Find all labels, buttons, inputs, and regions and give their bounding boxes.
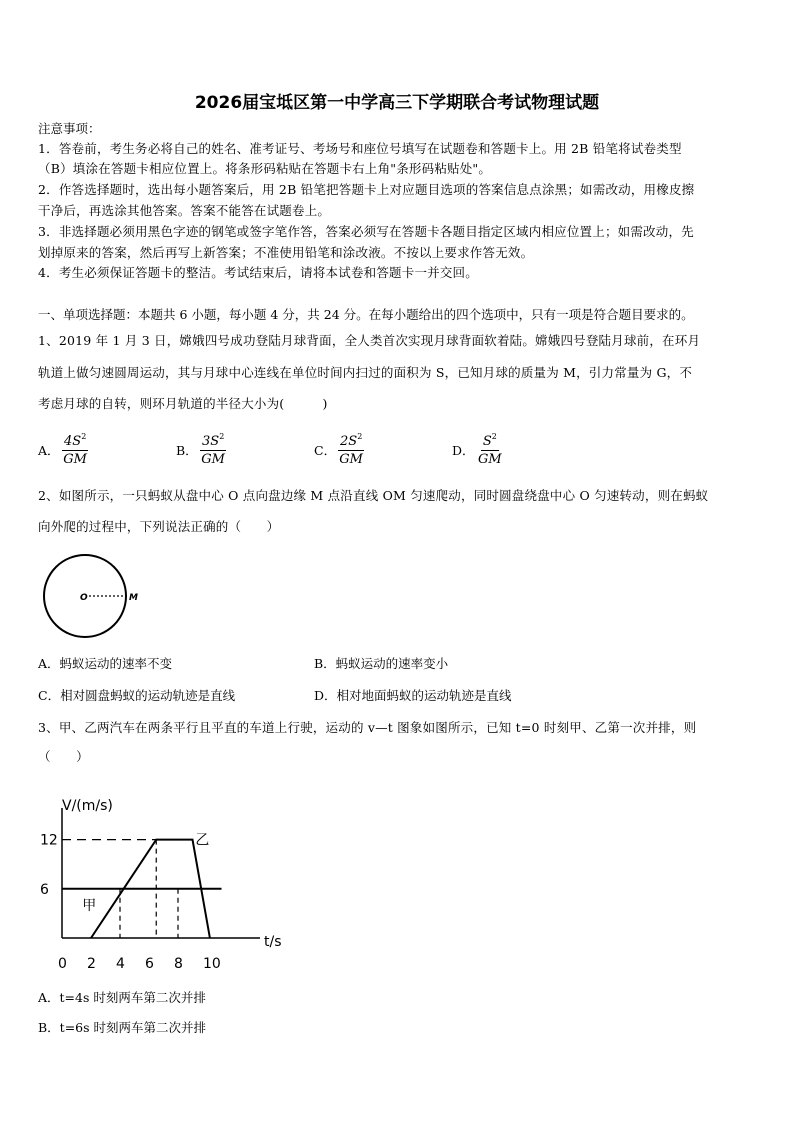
q3-stem: （ ）: [38, 749, 89, 764]
q1-stem: 考虑月球的自转，则环月轨道的半径大小为( ): [38, 396, 328, 411]
q1-option-c-label: C．: [314, 443, 337, 458]
notice-line: 划掉原来的答案，然后再写上新答案；不准使用铅笔和涂改液。不按以上要求作答无效。: [38, 245, 534, 260]
y-tick-label: 6: [40, 881, 49, 898]
q1-option-b-label: B．: [176, 443, 198, 458]
series-yi-label: 乙: [195, 832, 210, 849]
notice-line: 3．非选择题必须用黑色字迹的钢笔或签字笔作答，答案必须写在答题卡各题目指定区域内相应位置上；如需改动，先: [38, 224, 694, 239]
q1-option-a: $\frac{4S^2}{GM}$: [63, 432, 87, 467]
q1-option-a-label: A．: [38, 443, 60, 458]
notice-line: 干净后，再选涂其他答案。答案不能答在试题卷上。: [38, 203, 331, 218]
q1-stem: 轨道上做匀速圆周运动，其与月球中心连线在单位时间内扫过的面积为 S，已知月球的质量为 M，引力常量为 G，不: [38, 365, 693, 380]
q2-disk-figure: [36, 552, 146, 642]
q1-option-c: $\frac{2S^2}{GM}$: [339, 432, 363, 467]
exam-title: 2026届宝坻区第一中学高三下学期联合考试物理试题: [194, 93, 600, 113]
q1-stem: 1、2019 年 1 月 3 日，嫦娥四号成功登陆月球背面，全人类首次实现月球背面软着陆。嫦娥四号登陆月球前，在环月: [38, 333, 701, 348]
q2-option-a: A．蚂蚁运动的速率不变: [38, 656, 173, 671]
q2-option-d: D．相对地面蚂蚁的运动轨迹是直线: [314, 688, 512, 703]
q2-option-b: B．蚂蚁运动的速率变小: [314, 656, 449, 671]
x-tick-label: 8: [174, 956, 183, 972]
q3-option-b: B．t=6s 时刻两车第二次并排: [38, 1020, 207, 1035]
notice-line: 1．答卷前，考生务必将自己的姓名、准考证号、考场号和座位号填写在试题卷和答题卡上。用 2B 铅笔将试卷类型: [38, 141, 682, 156]
series-jia-label: 甲: [82, 898, 97, 915]
center-o-label: O: [80, 593, 88, 603]
edge-m-label: M: [129, 593, 138, 603]
x-tick-label: 6: [145, 956, 154, 972]
x-tick-label: 10: [203, 956, 221, 972]
q3-option-a: A．t=4s 时刻两车第二次并排: [38, 990, 206, 1005]
q2-stem: 向外爬的过程中，下列说法正确的（ ）: [38, 519, 280, 534]
q3-stem: 3、甲、乙两汽车在两条平行且平直的车道上行驶，运动的 v—t 图象如图所示，已知 t=0 时刻甲、乙第一次并排，则: [38, 720, 697, 735]
section-heading: 一、单项选择题：本题共 6 小题，每小题 4 分，共 24 分。在每小题给出的四个选项中，只有一项是符合题目要求的。: [38, 307, 694, 322]
q1-option-d: $\frac{S^2}{GM}$: [478, 432, 502, 467]
y-tick-label: 12: [40, 832, 58, 849]
q1-option-d-label: D．: [452, 443, 475, 458]
x-axis-label: t/s: [264, 934, 282, 950]
vt-chart: [30, 790, 310, 980]
notice-line: （B）填涂在答题卡相应位置上。将条形码粘贴在答题卡右上角"条形码粘贴处"。: [38, 161, 492, 176]
notice-heading: 注意事项：: [38, 121, 101, 136]
x-tick-label: 2: [87, 956, 96, 972]
q2-option-c: C．相对圆盘蚂蚁的运动轨迹是直线: [38, 688, 236, 703]
notice-line: 2．作答选择题时，选出每小题答案后，用 2B 铅笔把答题卡上对应题目选项的答案信息点涂黑；如需改动，用橡皮擦: [38, 182, 695, 197]
x-tick-label: 0: [58, 956, 67, 972]
y-axis-label: V/(m/s): [62, 798, 113, 814]
q2-stem: 2、如图所示，一只蚂蚁从盘中心 O 点向盘边缘 M 点沿直线 OM 匀速爬动，同时圆盘绕盘中心 O 匀速转动，则在蚂蚁: [38, 488, 709, 503]
notice-line: 4．考生必须保证答题卡的整洁。考试结束后，请将本试卷和答题卡一并交回。: [38, 265, 478, 280]
x-tick-label: 4: [116, 956, 125, 972]
q1-option-b: $\frac{3S^2}{GM}$: [201, 432, 225, 467]
